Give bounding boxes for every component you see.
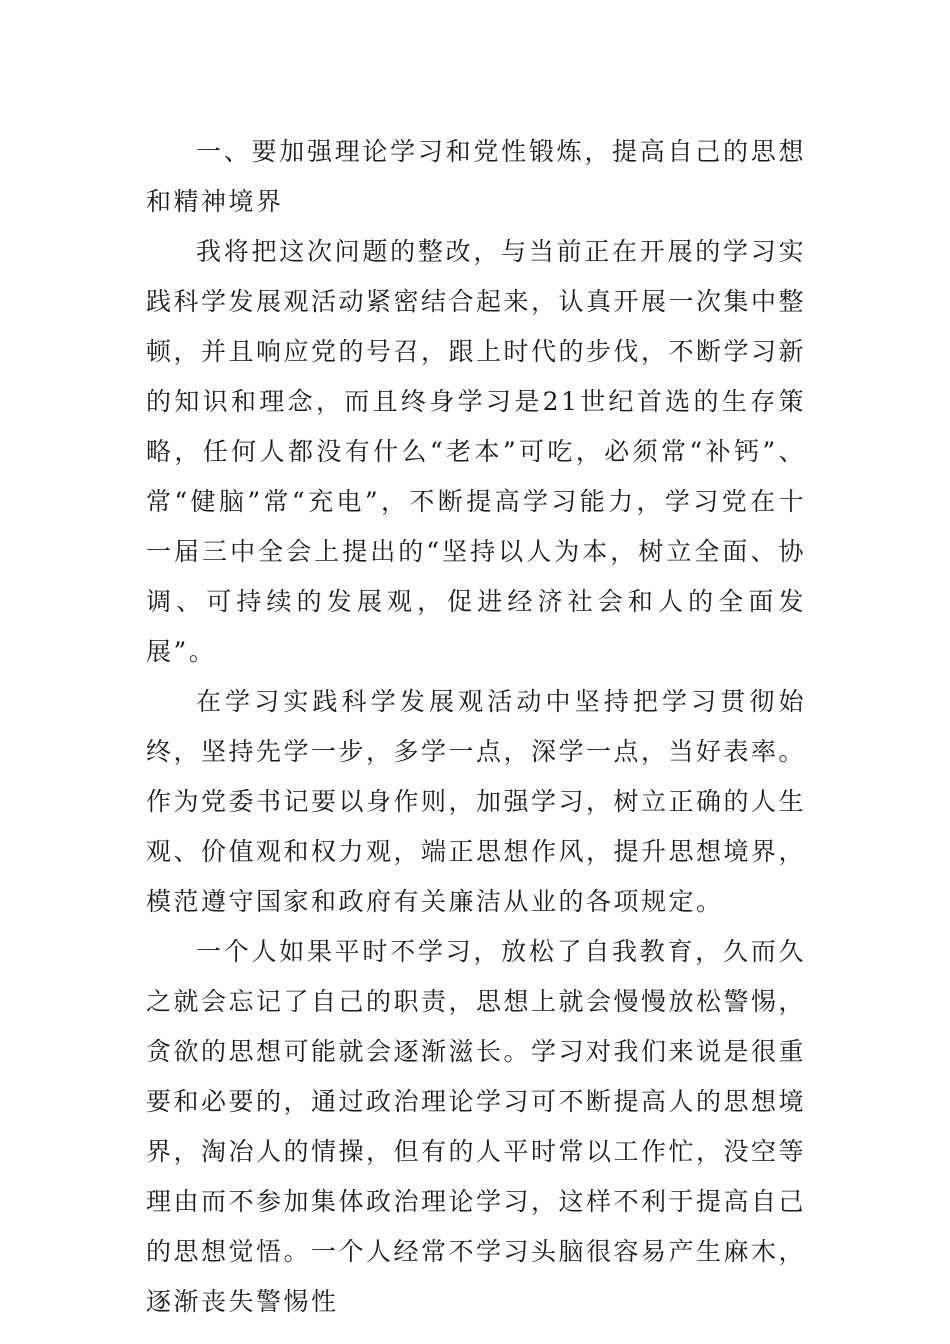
paragraph-3: 一个人如果平时不学习，放松了自我教育，久而久之就会忘记了自己的职责，思想上就会慢慢放松警惕，贪欲的思想可能就会逐渐滋长。学习对我们来说是很重要和必要的，通过政治理论学习可不断提高人的思想境界，淘冶人的情操，但有的人平时常以工作忙，没空等理由而不参加集体政治理论学习，这样不利于提高自己的思想觉悟。一个人经常不学习头脑很容易产生麻木，逐渐丧失警惕性 [146,937,807,1316]
paragraph-1: 我将把这次问题的整改，与当前正在开展的学习实践科学发展观活动紧密结合起来，认真开展一次集中整顿，并且响应党的号召，跟上时代的步伐，不断学习新的知识和理念，而且终身学习是21世纪首选的生存策略，任何人都没有什么“老本”可吃，必须常“补钙”、常“健脑”常“充电”，不断提高学习能力，学习党在十一届三中全会上提出的“坚持以人为本，树立全面、协调、可持续的发展观，促进经济社会和人的全面发展”。 [146,237,807,666]
paragraph-2: 在学习实践科学发展观活动中坚持把学习贯彻始终，坚持先学一步，多学一点，深学一点，当好表率。作为党委书记要以身作则，加强学习，树立正确的人生观、价值观和权力观，端正思想作风，提升思想境界，模范遵守国家和政府有关廉洁从业的各项规定。 [146,687,807,916]
document-body [146,127,806,1327]
section-heading: 一、要加强理论学习和党性锻炼，提高自己的思想和精神境界 [146,137,806,216]
